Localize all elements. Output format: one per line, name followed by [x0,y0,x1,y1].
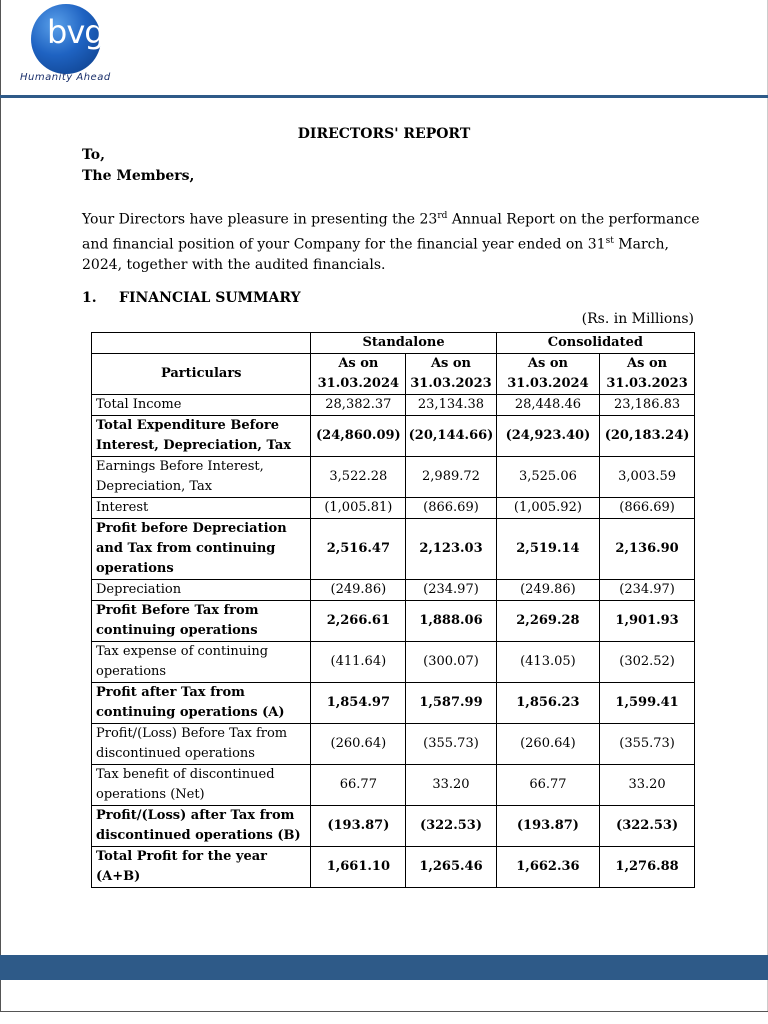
row-label: Profit Before Tax from continuing operations [92,601,311,642]
table-row [92,806,695,847]
salutation-to: To, [82,147,106,163]
value-cell: 3,003.59 [600,457,695,498]
row-label: Profit/(Loss) Before Tax from discontinued operations [92,724,311,765]
column-header: As on 31.03.2023 [406,354,496,395]
row-label: Profit before Depreciation and Tax from continuing operations [92,519,311,580]
value-cell: 1,854.97 [311,683,406,724]
value-cell: 33.20 [406,765,496,806]
header-rule [0,95,768,98]
value-cell: (260.64) [311,724,406,765]
logo-brand-text: bvg [47,13,104,51]
value-cell: (260.64) [496,724,599,765]
value-cell: 2,123.03 [406,519,496,580]
page-border-bottom [0,1011,768,1012]
value-cell: (411.64) [311,642,406,683]
value-cell: 3,525.06 [496,457,599,498]
salutation-members: The Members, [82,168,195,184]
table-row [92,601,695,642]
value-cell: 1,661.10 [311,847,406,888]
row-label: Depreciation [92,580,311,601]
value-cell: (24,923.40) [496,416,599,457]
value-cell: 2,989.72 [406,457,496,498]
units-note: (Rs. in Millions) [581,311,694,327]
table-row [92,416,695,457]
page-border-left [0,0,1,1012]
value-cell: 66.77 [496,765,599,806]
section-title: FINANCIAL SUMMARY [119,290,301,306]
value-cell: (249.86) [496,580,599,601]
value-cell: (234.97) [406,580,496,601]
row-label: Profit after Tax from continuing operations (A) [92,683,311,724]
value-cell: 1,888.06 [406,601,496,642]
value-cell: 28,382.37 [311,395,406,416]
document-title: DIRECTORS' REPORT [297,126,471,142]
value-cell: (193.87) [496,806,599,847]
value-cell: 33.20 [600,765,695,806]
value-cell: (302.52) [600,642,695,683]
column-header: As on 31.03.2023 [600,354,695,395]
table-row [92,519,695,580]
value-cell: 1,856.23 [496,683,599,724]
value-cell: 2,519.14 [496,519,599,580]
table-row [92,457,695,498]
value-cell: 1,276.88 [600,847,695,888]
value-cell: 1,587.99 [406,683,496,724]
row-label: Profit/(Loss) after Tax from discontinued operations (B) [92,806,311,847]
intro-paragraph: Your Directors have pleasure in presenting the 23rd Annual Report on the performance and financial position of your Company for the financial year ended on 31st March, 2024, together with the audited financials. [82,211,700,274]
value-cell: 3,522.28 [311,457,406,498]
footer-band [0,955,768,980]
value-cell: 1,599.41 [600,683,695,724]
group-header-consolidated: Consolidated [496,333,694,354]
row-label: Total Expenditure Before Interest, Depreciation, Tax [92,416,311,457]
value-cell: (234.97) [600,580,695,601]
value-cell: 23,134.38 [406,395,496,416]
row-label: Interest [92,498,311,519]
value-cell: (866.69) [406,498,496,519]
value-cell: (249.86) [311,580,406,601]
value-cell: 1,662.36 [496,847,599,888]
table-column-header-row [92,354,695,395]
table-body [92,395,695,888]
value-cell: 1,901.93 [600,601,695,642]
value-cell: 2,136.90 [600,519,695,580]
table-row [92,498,695,519]
row-label: Total Profit for the year (A+B) [92,847,311,888]
row-label: Tax expense of continuing operations [92,642,311,683]
value-cell: (1,005.92) [496,498,599,519]
value-cell: (300.07) [406,642,496,683]
value-cell: 23,186.83 [600,395,695,416]
value-cell: (355.73) [406,724,496,765]
company-logo [20,4,112,88]
financial-summary-table [91,332,695,888]
value-cell: (322.53) [406,806,496,847]
table-row [92,724,695,765]
value-cell: 2,516.47 [311,519,406,580]
column-header: As on 31.03.2024 [311,354,406,395]
row-label: Tax benefit of discontinued operations (Net) [92,765,311,806]
section-number: 1. [82,290,97,306]
value-cell: (1,005.81) [311,498,406,519]
group-header-standalone: Standalone [311,333,496,354]
table-row [92,642,695,683]
value-cell: (20,183.24) [600,416,695,457]
particulars-header: Particulars [92,354,311,395]
row-label: Earnings Before Interest, Depreciation, Tax [92,457,311,498]
value-cell: (322.53) [600,806,695,847]
value-cell: (20,144.66) [406,416,496,457]
table-row [92,847,695,888]
table-group-header-row [92,333,695,354]
value-cell: 2,269.28 [496,601,599,642]
row-label: Total Income [92,395,311,416]
table-corner-cell [92,333,311,354]
table-row [92,683,695,724]
value-cell: (193.87) [311,806,406,847]
table-row [92,765,695,806]
value-cell: 1,265.46 [406,847,496,888]
table-row [92,580,695,601]
value-cell: 28,448.46 [496,395,599,416]
column-header: As on 31.03.2024 [496,354,599,395]
value-cell: (24,860.09) [311,416,406,457]
logo-tagline: Humanity Ahead [20,72,111,83]
table-row [92,395,695,416]
value-cell: (413.05) [496,642,599,683]
value-cell: (866.69) [600,498,695,519]
value-cell: 2,266.61 [311,601,406,642]
value-cell: 66.77 [311,765,406,806]
value-cell: (355.73) [600,724,695,765]
